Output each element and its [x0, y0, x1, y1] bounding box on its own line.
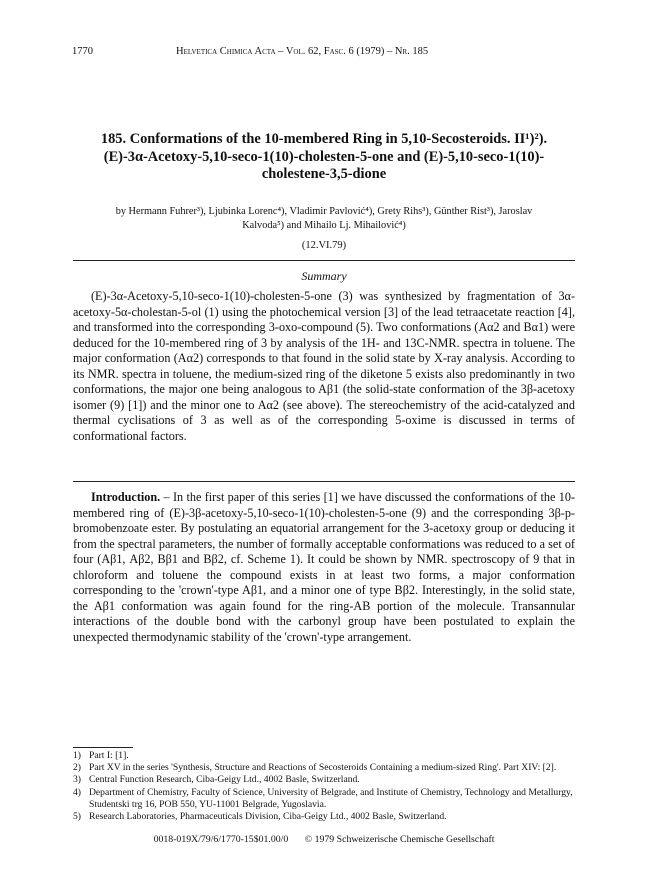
footnote-number: 4)	[73, 786, 81, 798]
footnote-text: Part I: [1].	[89, 750, 129, 761]
introduction-heading: Introduction.	[91, 490, 161, 504]
footnote	[73, 750, 575, 762]
footnote-number: 5)	[73, 811, 81, 823]
footnote-rule	[73, 747, 133, 748]
article-code: 0018-019X/79/6/1770-15$01.00/0	[153, 834, 289, 845]
article-title: 185. Conformations of the 10-membered Ring in 5,10-Secosteroids. II¹)²). (E)-3α-Acetoxy-5,10-seco-1(10)-cholesten-5-one and (E)-5,10-seco-1(10)-cholestene-3,5-dione	[100, 131, 548, 182]
page-footer	[0, 834, 648, 845]
introduction-paragraph	[73, 490, 575, 645]
copyright-notice: © 1979 Schweizerische Chemische Gesellschaft	[304, 834, 495, 845]
footnote	[73, 787, 575, 811]
summary-bottom-rule	[73, 481, 575, 482]
footnote-number: 1)	[73, 750, 81, 761]
footnote-text: Department of Chemistry, Faculty of Science, University of Belgrade, and Institute of Chemistry, Technology and Metallurgy, Studentski trg 16, POB 550, YU-11001 Belgrade, Yugoslavia.	[89, 786, 573, 810]
received-date: (12.VI.79)	[301, 240, 347, 251]
footnote	[73, 811, 575, 823]
footnote-text: Central Function Research, Ciba-Geigy Ltd., 4002 Basle, Switzerland.	[89, 774, 360, 786]
page-number: 1770	[72, 46, 93, 57]
summary-text: (E)-3α-Acetoxy-5,10-seco-1(10)-cholesten-5-one (3) was synthesized by fragmentation of 3α-acetoxy-5α-cholestan-5-ol (1) using the photochemical version [3] of the lead tetraacetate reaction [4], and transformed into the corresponding 3-oxo-compound (5). Two conformations (Aα2 and Bα1) were deduced for the 10-membered ring of 3 by analysis of the 1H- and 13C-NMR. spectra in toluene. The major conformation (Aα2) corresponds to that found in the solid state by X-ray analysis. According to its NMR. spectra in toluene, the medium-sized ring of the diketone 5 exists also predominantly in two conformations, the major one being analogous to Aβ1 (the solid-state conformation of the 3β-acetoxy isomer (9) [1]) and the minor one to Aα2 (see above). The stereochemistry of the acid-catalyzed and thermal cyclisations of 3 as well as of the corresponding 5-oxime is discussed in terms of conformational factors.	[73, 289, 575, 443]
footnote-number: 3)	[73, 774, 81, 786]
footnote-text: Research Laboratories, Pharmaceuticals Division, Ciba-Geigy Ltd., 4002 Basle, Switzerland.	[89, 811, 447, 823]
footnote-text: Part XV in the series 'Synthesis, Structure and Reactions of Secosteroids Containing a medium-sized Ring'. Part XIV: [2].	[89, 762, 557, 774]
footnote	[73, 762, 575, 774]
summary-top-rule	[73, 260, 575, 261]
summary-heading: Summary	[301, 269, 347, 283]
journal-citation: Helvetica Chimica Acta – Vol. 62, Fasc. 6 (1979) – Nr. 185	[176, 46, 429, 57]
footnote-number: 2)	[73, 762, 81, 774]
footnotes	[73, 750, 575, 823]
author-list: by Hermann Fuhrer³), Ljubinka Lorenc⁴), Vladimir Pavlović⁴), Grety Rihs³), Günther Rist³), Jaroslav Kalvoda⁵) and Mihailo Lj. Mihailović⁴)	[115, 206, 533, 231]
footnote	[73, 774, 575, 786]
introduction-text: – In the first paper of this series [1] we have discussed the conformations of the 10-membered ring of (E)-3β-acetoxy-5,10-seco-1(10)-cholesten-5-one (9) and the corresponding 3β-p-bromobenzoate ester. By postulating an equatorial arrangement for the 3-acetoxy group or deducing it from the spectral parameters, the number of formally acceptable conformations was reduced to a set of four (Aβ1, Aβ2, Bβ1 and Bβ2, cf. Scheme 1). It could be shown by NMR. spectroscopy of 9 that in chloroform and toluene the compound exists in at least two forms, a major conformation corresponding to the 'crown'-type Aβ1, and a minor one of type Bβ2. Interestingly, in the solid state, the Aβ1 conformation was again found for the ring-AB portion of the molecule. Transannular interactions of the double bond with the carbonyl group have been postulated to explain the unexpected thermodynamic stability of the 'crown'-type arrangement.	[73, 490, 576, 644]
